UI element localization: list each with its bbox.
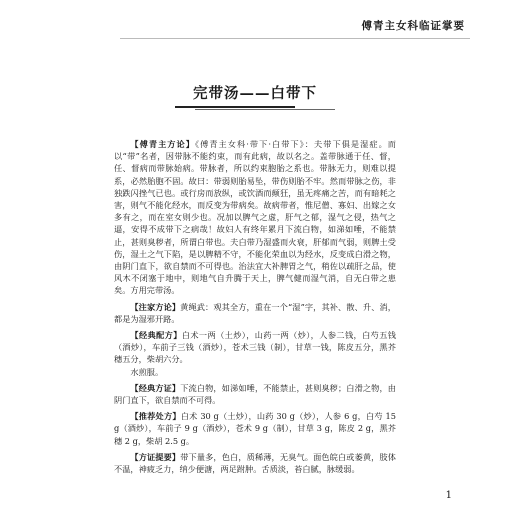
section-text-jingdian-fangzheng: 下流白物，如涕如唾，不能禁止，甚则臭秽；白滑之物，由阴门直下，欲自禁而不可得。 — [114, 382, 396, 406]
section-tag-jingdian-fangzheng: 【经典方证】 — [130, 382, 181, 393]
section-text-fuqingzhu: 《傅青主女科·带下·白带下》：夫带下俱是湿症。而以“带”名者，因带脉不能约束，而有此病，故以名之。盖带脉通于任、督，任、督病而带脉始病。带脉者，所以约束胞胎之系也。带脉无力，则难以提系，必然胎胞不固。故曰：带弱则胎易坠，带伤则胎不牢。然而带脉之伤，非独跌闪挫气已也。或行房而放纵，或饮酒而颠狂，虽无疼痛之苦，而有暗耗之害，则气不能化经水，而反变为带病矣。故病带者，惟尼僧、寡妇、出嫁之女多有之，而在室女则少也。况加以脾气之虚，肝气之郁，湿气之侵，热气之逼，安得不成带下之病哉！故妇人有终年累月下流白物，如涕如唾，不能禁止，甚则臭秽者，所谓白带也。夫白带乃湿盛而火衰，肝郁而气弱，则脾土受伤，湿土之气下陷，是以脾精不守，不能化荣血以为经水，反变成白滑之物，由阴门直下，欲自禁而不可得也。治法宜大补脾胃之气，稍佐以疏肝之品，使风木不闭塞于地中，则地气自升腾于天上，脾气健而湿气消，自无白带之患矣。方用完带汤。 — [114, 139, 396, 296]
paragraph-decoction — [114, 366, 396, 378]
paragraph-fangzheng-tiyao — [114, 451, 396, 475]
section-tag-fangzheng-tiyao: 【方证提要】 — [130, 451, 181, 462]
title-underline — [175, 106, 335, 109]
chapter-title: 完带汤——白带下 — [193, 85, 317, 102]
paragraph-jingdian-fangzheng — [114, 382, 396, 406]
paragraph-tuijian-chufang — [114, 410, 396, 447]
section-tag-tuijian-chufang: 【推荐处方】 — [130, 411, 181, 422]
header-rule — [120, 38, 470, 39]
section-text-zhujia: 黄绳武：观其全方，重在一个“湿”字，其补、散、升、消，都是为湿邪开路。 — [114, 301, 396, 324]
decoction-instruction: 水煎服。 — [130, 366, 164, 377]
section-text-tuijian-chufang: 白术 30 g（土炒），山药 30 g（炒），人参 6 g，白芍 15 g（酒炒），车前子 9 g（酒炒），苍术 9 g（制），甘草 3 g，陈皮 2 g，黑芥穗 2 g，柴胡 2.5 g。 — [114, 411, 396, 446]
paragraph-fuqingzhu — [114, 138, 396, 297]
paragraph-zhujia — [114, 301, 396, 325]
page-number: 1 — [445, 490, 452, 501]
section-text-fangzheng-tiyao: 带下量多，色白，质稀薄，无臭气。面色皖白或萎黄，肢体不温，神疲乏力，纳少便溏，两足跗肿。舌质淡，苔白腻，脉缓弱。 — [114, 451, 396, 475]
section-text-jingdian-peifang: 白术一两（土炒），山药一两（炒），人参二钱，白芍五钱（酒炒），车前子三钱（酒炒），苍术三钱（制），甘草一钱，陈皮五分，黑芥穗五分，柴胡六分。 — [114, 330, 396, 365]
chapter-heading — [175, 84, 335, 110]
section-tag-jingdian-peifang: 【经典配方】 — [130, 330, 182, 341]
body-text — [114, 138, 396, 475]
paragraph-jingdian-peifang — [114, 329, 396, 366]
section-tag-zhujia: 【注家方论】 — [130, 301, 181, 312]
section-tag-fuqingzhu: 【傅青主方论】 — [130, 139, 195, 149]
running-header: 傅青主女科临证掌要 — [361, 20, 465, 32]
